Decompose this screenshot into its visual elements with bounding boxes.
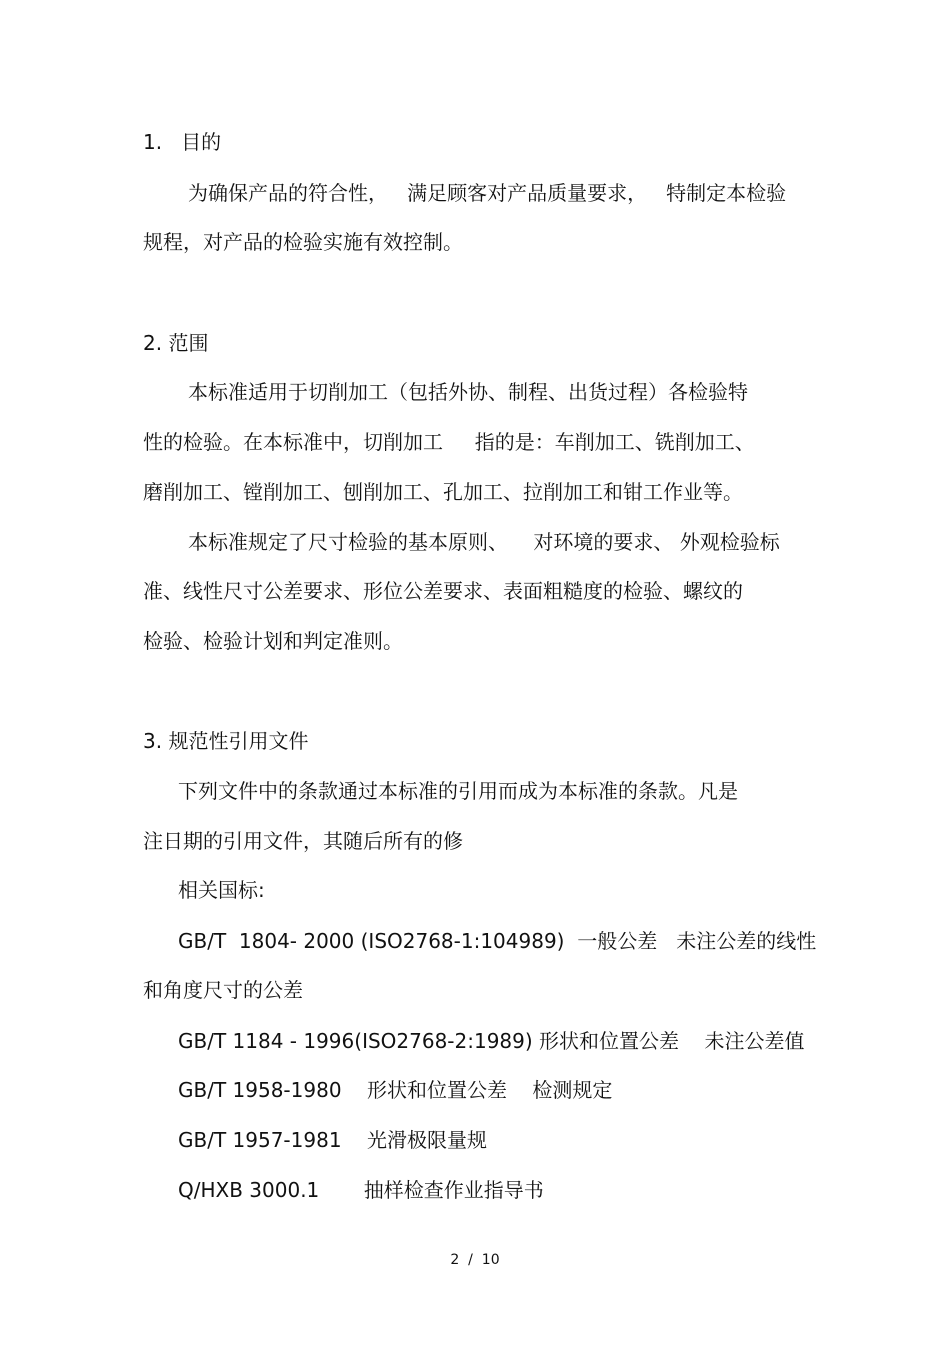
- paragraph-line: 磨削加工、镗削加工、刨削加工、孔加工、拉削加工和钳工作业等。: [143, 480, 743, 504]
- reference-line: GB/T 1958-1980 形状和位置公差 检测规定: [178, 1078, 613, 1102]
- page-number: 2 / 10: [450, 1252, 500, 1268]
- reference-line: GB/T 1184 - 1996(ISO2768-2:1989) 形状和位置公差 未注公差值: [178, 1029, 805, 1053]
- paragraph-line: 准、线性尺寸公差要求、形位公差要求、表面粗糙度的检验、螺纹的: [143, 579, 743, 603]
- paragraph-line: 为确保产品的符合性， 满足顾客对产品质量要求， 特制定本检验: [188, 181, 787, 205]
- section-2-heading: 2. 范围: [143, 331, 209, 355]
- paragraph-line: 本标准适用于切削加工（包括外协、制程、出货过程）各检验特: [188, 380, 748, 404]
- paragraph-line: 性的检验。在本标准中，切削加工 指的是：车削加工、铣削加工、: [143, 430, 755, 454]
- paragraph-line: 检验、检验计划和判定准则。: [143, 629, 403, 653]
- paragraph-line: 下列文件中的条款通过本标准的引用而成为本标准的条款。凡是: [178, 779, 738, 803]
- reference-line: 和角度尺寸的公差: [143, 978, 303, 1002]
- reference-line: Q/HXB 3000.1 抽样检查作业指导书: [178, 1178, 544, 1202]
- section-1-heading: 1. 目的: [143, 130, 222, 154]
- paragraph-line: 相关国标:: [178, 878, 265, 902]
- section-3-heading: 3. 规范性引用文件: [143, 729, 309, 753]
- paragraph-line: 注日期的引用文件，其随后所有的修: [143, 829, 463, 853]
- reference-line: GB/T 1804- 2000 (ISO2768-1:104989) 一般公差 未注公差的线性: [178, 929, 817, 953]
- reference-line: GB/T 1957-1981 光滑极限量规: [178, 1128, 487, 1152]
- paragraph-line: 规程，对产品的检验实施有效控制。: [143, 230, 463, 254]
- paragraph-line: 本标准规定了尺寸检验的基本原则、 对环境的要求、 外观检验标: [188, 530, 780, 554]
